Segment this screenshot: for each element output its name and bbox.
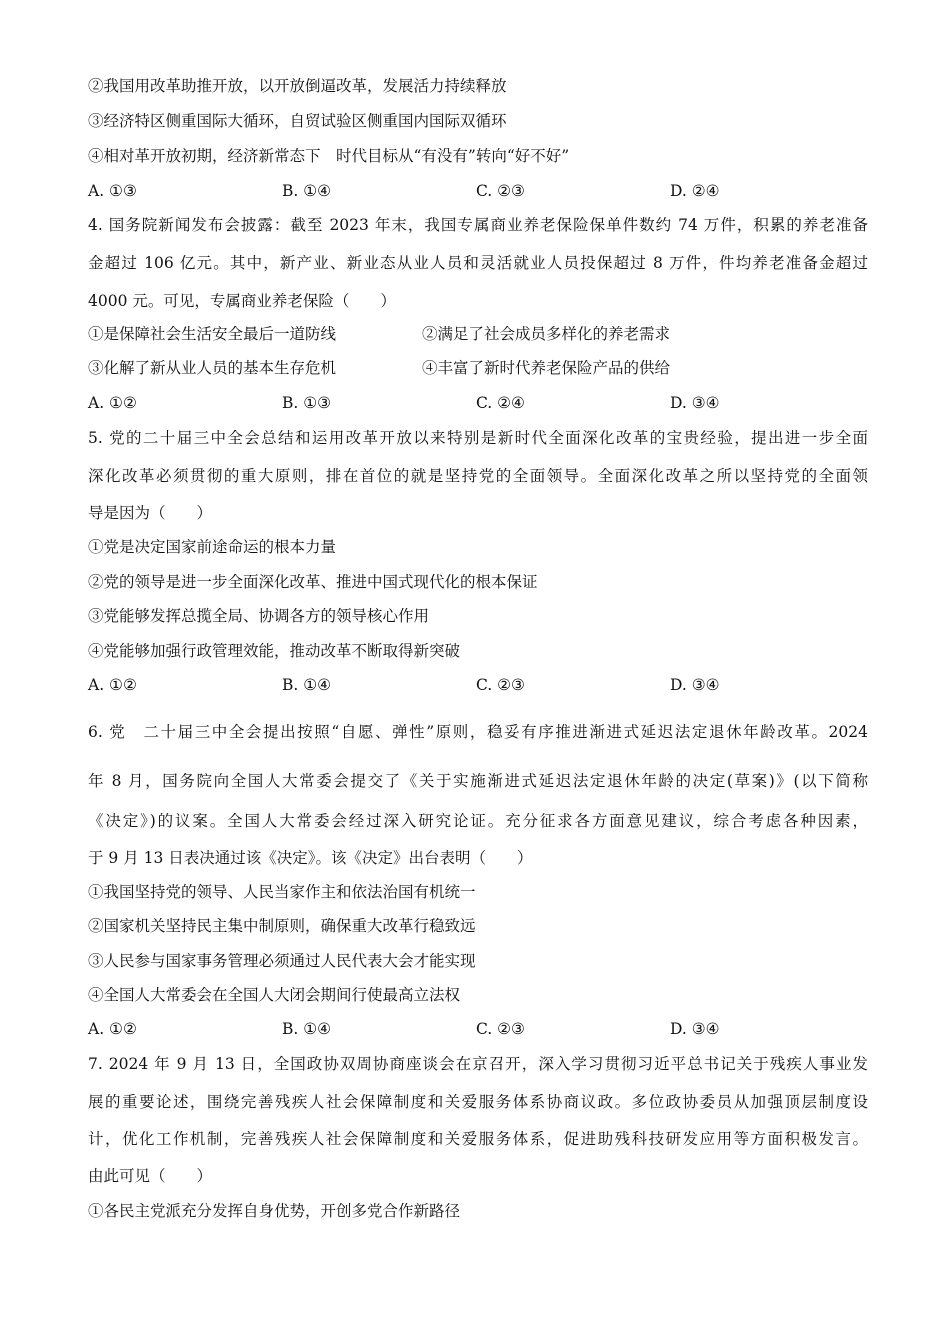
q7-stem-line-4: 由此可见（ ） [88,1167,213,1185]
q7-stem-line-1: 7. 2024 年 9 月 13 日，全国政协双周协商座谈会在京召开，深入学习贯彻习近平总书记关于残疾人事业发 [88,1055,868,1073]
q4-options [88,392,868,414]
q4-stem-line-1: 4. 国务院新闻发布会披露：截至 2023 年末，我国专属商业养老保险保单件数约 74 万件，积累的养老准备 [88,216,868,234]
q6-stem-line-1: 6. 党 二十届三中全会提出按照“自愿、弹性”原则，稳妥有序推进渐进式延迟法定退休年龄改革。2024 [88,723,868,741]
q6-option-c: C. ②③ [476,1020,525,1038]
q3-statement-4: ④相对革开放初期，经济新常态下 时代目标从“有没有”转向“好不好” [88,147,570,165]
q3-options [88,180,868,202]
q4-stem-line-3: 4000 元。可见，专属商业养老保险（ ） [88,292,396,310]
q6-option-a: A. ①② [88,1020,137,1038]
q6-options [88,1018,868,1040]
q5-option-d: D. ③④ [670,676,720,694]
q5-option-a: A. ①② [88,676,137,694]
q4-stem-line-2: 金超过 106 亿元。其中，新产业、新业态从业人员和灵活就业人员投保超过 8 万件，件均养老准备金超过 [88,254,868,272]
q6-statement-4: ④全国人大常委会在全国人大闭会期间行使最高立法权 [88,986,461,1004]
q5-option-b: B. ①④ [282,676,332,694]
q3-statement-2: ②我国用改革助推开放，以开放倒逼改革，发展活力持续释放 [88,77,507,95]
q5-stem-line-1: 5. 党的二十届三中全会总结和运用改革开放以来特别是新时代全面深化改革的宝贵经验，提出进一步全面 [88,429,868,447]
q4-option-a: A. ①② [88,394,137,412]
q3-option-c: C. ②③ [476,182,525,200]
q5-stem-line-3: 导是因为（ ） [88,504,213,522]
q3-statement-3: ③经济特区侧重国际大循环，自贸试验区侧重国内国际双循环 [88,112,507,130]
q4-statement-2: ②满足了社会成员多样化的养老需求 [422,325,671,343]
q6-option-b: B. ①④ [282,1020,332,1038]
q5-statement-3: ③党能够发挥总揽全局、协调各方的领导核心作用 [88,607,430,625]
q4-option-d: D. ③④ [670,394,720,412]
q3-option-b: B. ①④ [282,182,332,200]
q5-option-c: C. ②③ [476,676,525,694]
q5-statement-4: ④党能够加强行政管理效能，推动改革不断取得新突破 [88,642,461,660]
q4-statements-row-1 [88,323,868,345]
q7-stem-line-3: 计，优化工作机制，完善残疾人社会保障制度和关爱服务体系，促进助残科技研发应用等方面积极发言。 [88,1130,868,1148]
q4-option-c: C. ②④ [476,394,525,412]
q4-option-b: B. ①③ [282,394,332,412]
q6-statement-2: ②国家机关坚持民主集中制原则，确保重大改革行稳致远 [88,917,476,935]
q7-stem-line-2: 展的重要论述，围绕完善残疾人社会保障制度和关爱服务体系协商议政。多位政协委员从加强顶层制度设 [88,1093,868,1111]
q5-statement-2: ②党的领导是进一步全面深化改革、推进中国式现代化的根本保证 [88,573,538,591]
q5-statement-1: ①党是决定国家前途命运的根本力量 [88,538,337,556]
q7-statement-1: ①各民主党派充分发挥自身优势，开创多党合作新路径 [88,1202,461,1220]
q4-statement-1: ①是保障社会生活安全最后一道防线 [88,325,337,343]
q4-statement-4: ④丰富了新时代养老保险产品的供给 [422,359,671,377]
q6-statement-3: ③人民参与国家事务管理必须通过人民代表大会才能实现 [88,952,476,970]
q6-stem-line-4: 于 9 月 13 日表决通过该《决定》。该《决定》出台表明（ ） [88,849,533,867]
q3-option-d: D. ②④ [670,182,720,200]
q6-option-d: D. ③④ [670,1020,720,1038]
q6-stem-line-3: 《决定》)的议案。全国人大常委会经过深入研究论证。充分征求各方面意见建议，综合考虑各种因素， [88,812,868,830]
q6-statement-1: ①我国坚持党的领导、人民当家作主和依法治国有机统一 [88,883,476,901]
q6-stem-line-2: 年 8 月，国务院向全国人大常委会提交了《关于实施渐进式延迟法定退休年龄的决定(草案)》(以下简称 [88,772,868,790]
q5-options [88,674,868,696]
q4-statements-row-2 [88,357,868,379]
q3-option-a: A. ①③ [88,182,137,200]
q5-stem-line-2: 深化改革必须贯彻的重大原则，排在首位的就是坚持党的全面领导。全面深化改革之所以坚持党的全面领 [88,467,868,485]
q4-statement-3: ③化解了新从业人员的基本生存危机 [88,359,337,377]
